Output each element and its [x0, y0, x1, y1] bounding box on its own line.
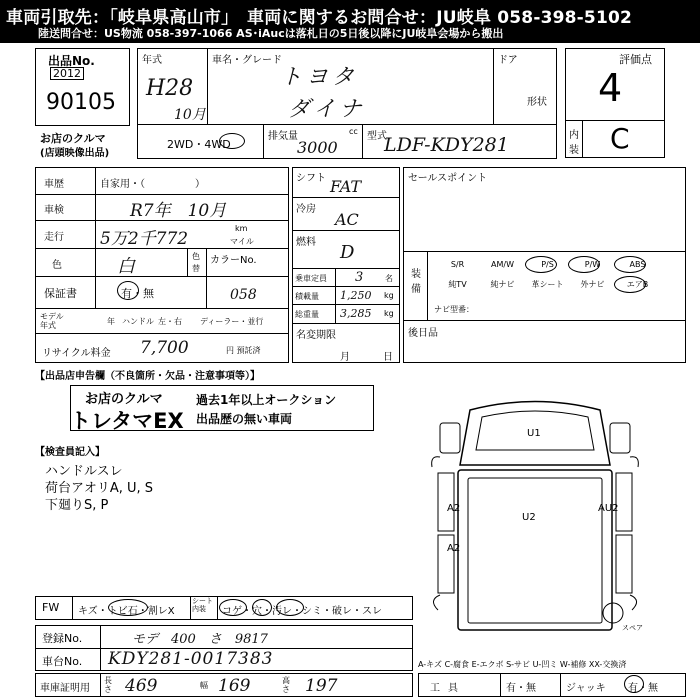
fuel-label: 燃料	[296, 237, 316, 248]
lot-year: 2012	[50, 67, 84, 80]
color-change-label-1: 色	[192, 252, 200, 261]
later-items-label: 後日品	[408, 328, 438, 339]
gross-value: 3,285	[340, 307, 372, 320]
capacity-unit: 名	[385, 274, 393, 283]
length-value: 469	[125, 676, 158, 696]
load-label: 積載量	[295, 292, 319, 301]
dealer-label: ディーラー・並行	[200, 317, 264, 326]
remark-2: 荷台アオリA, U, S	[45, 481, 154, 496]
shift-value: FAT	[330, 177, 362, 196]
header-subtitle: 陸送問合せ：US物流 058-397-1066 AS･iAucは落札日の5日後以降にJU岐阜会場から搬出	[38, 27, 504, 40]
header-title: 車両引取先：「岐阜県高山市」 車両に関するお問合せ：JU岐阜 058-398-5102	[6, 8, 633, 28]
gross-unit: kg	[384, 309, 394, 318]
jack-value: 有・無	[628, 683, 658, 694]
displacement-unit: cc	[349, 127, 358, 136]
equip-row1-item-1: AM/W	[491, 260, 514, 269]
banner-brand: トレタマEX	[70, 409, 184, 433]
damage-legend: A-キズ C-腐食 E-エクボ S-サビ U-凹ミ W-補修 XX-交換済	[418, 660, 627, 669]
displacement-label: 排気量	[268, 131, 298, 142]
month-value: 10月	[174, 107, 206, 123]
lot-label: 出品No.	[48, 54, 95, 68]
drive-circle	[219, 133, 245, 149]
warranty-circle	[117, 281, 139, 300]
equip-label-1: 装	[411, 269, 421, 280]
banner-line-2: 出品歴の無い車両	[196, 412, 293, 426]
model-year-label: 年	[107, 317, 115, 326]
history-value: 自家用・（ ）	[100, 179, 205, 190]
model-label-2: 年式	[40, 321, 56, 330]
equip-abs-circle	[614, 256, 646, 273]
warranty-value: 有・無	[121, 287, 154, 300]
equip-row2-item-0: 純TV	[448, 280, 467, 289]
fw-circle	[108, 599, 148, 616]
damage-au2: AU2	[598, 503, 619, 514]
month-label: 月	[340, 352, 350, 363]
equip-row2-item-2: 革シート	[531, 280, 564, 289]
door-label: ドア	[498, 55, 518, 66]
rating-score: 4	[598, 66, 623, 110]
aircon-label: 冷房	[296, 204, 316, 215]
interior-label-2: 装	[569, 145, 579, 156]
reg-value: モデ 400 さ 9817	[132, 632, 268, 647]
width-label: 幅	[200, 681, 208, 690]
load-value: 1,250	[340, 289, 372, 302]
equip-row2-item-4: エアB	[626, 280, 649, 289]
color-change-label-2: 替	[192, 264, 200, 273]
inspection-value: R7年 10月	[130, 201, 227, 221]
capacity-value: 3	[355, 270, 364, 285]
recycle-label: リサイクル料金	[42, 348, 111, 359]
equip-label-2: 備	[411, 284, 421, 295]
color-label: 色	[52, 260, 62, 271]
store-car-label: お店のクルマ	[40, 132, 106, 145]
banner-store: お店のクルマ	[85, 392, 163, 407]
fuel-value: D	[340, 242, 355, 263]
equip-row2-item-1: 純ナビ	[490, 280, 515, 289]
tool-value: 有・無	[506, 683, 536, 694]
navi-model-label: ナビ型番：	[434, 305, 474, 314]
aircon-value: AC	[335, 210, 359, 229]
mileage-value: 5万2千772	[100, 229, 189, 249]
rating-label: 評価点	[619, 53, 652, 66]
name-grade-label: 車名・グレード	[212, 55, 282, 66]
tool-label: 工具	[430, 683, 466, 694]
seat-circle-ana	[252, 599, 272, 616]
warranty-label: 保証書	[44, 287, 77, 300]
banner-line-1: 過去1年以上オークション	[196, 393, 337, 407]
interior-label-1: 内	[569, 130, 579, 141]
seat-circle-yogore	[276, 599, 304, 616]
equip-row1-item-4: ABS	[629, 260, 646, 269]
maker-value: トヨタ	[280, 65, 359, 90]
history-label: 車歴	[44, 179, 64, 190]
recycle-value: 7,700	[140, 338, 189, 358]
height-value: 197	[305, 676, 338, 696]
equip-pw-circle	[568, 256, 600, 273]
shape-label: 形状	[527, 97, 547, 108]
damage-a2-bottom: A2	[447, 543, 461, 554]
jack-label: ジャッキ	[566, 683, 606, 694]
damage-a2-top: A2	[447, 503, 461, 514]
cert-label: 車庫証明用	[40, 683, 90, 694]
jack-circle	[624, 675, 644, 693]
remark-1: ハンドルスレ	[45, 464, 123, 479]
color-no-value: 058	[230, 287, 257, 303]
reg-label: 登録No.	[42, 632, 83, 645]
year-value: H28	[146, 76, 194, 101]
inspection-label: 車検	[44, 205, 64, 216]
type-value: LDF-KDY281	[384, 134, 509, 156]
sales-points-label: セールスポイント	[408, 173, 488, 184]
drive-label: 2WD・4WD	[167, 138, 231, 151]
equip-ps-circle	[525, 256, 557, 273]
recycle-unit: 円 預託済	[226, 346, 261, 355]
handle-value: 左・右	[158, 317, 182, 326]
capacity-label: 乗車定員	[295, 274, 327, 283]
handle-label: ハンドル	[122, 317, 154, 326]
name-change-label: 名変期限	[296, 330, 336, 341]
chassis-label: 車台No.	[42, 655, 83, 668]
length-label: 長さ	[104, 676, 112, 694]
day-label: 日	[383, 352, 393, 363]
store-car-sub: (店頭映像出品)	[40, 148, 110, 159]
remark-3: 下廻りS, P	[45, 498, 109, 513]
seat-circle-koge	[219, 599, 247, 616]
color-value: 白	[117, 256, 135, 277]
mileage-unit-km: km	[235, 224, 248, 233]
year-label: 年式	[142, 55, 162, 66]
mileage-unit-mile: マイル	[230, 237, 254, 246]
width-value: 169	[218, 676, 251, 696]
fw-label: FW	[42, 601, 60, 614]
load-unit: kg	[384, 291, 394, 300]
gross-label: 総重量	[295, 310, 319, 319]
displacement-value: 3000	[297, 138, 338, 157]
seat-label: シート内装	[192, 597, 213, 613]
color-no-label: カラーNo.	[210, 255, 257, 266]
shift-label: シフト	[296, 173, 326, 184]
equip-row1-item-3: P/W	[584, 260, 601, 269]
spare-label: スペア	[622, 624, 643, 632]
fw-value: キズ・トビ石・割レX	[78, 606, 175, 617]
chassis-value: KDY281-0017383	[108, 649, 274, 669]
interior-score: C	[610, 122, 630, 155]
equip-row1-item-2: P/S	[541, 260, 554, 269]
inspector-label: 【検査員記入】	[35, 447, 105, 458]
height-label: 高さ	[282, 676, 290, 694]
damage-u1: U1	[527, 428, 541, 439]
type-label: 型式	[367, 131, 387, 142]
equip-row1-item-0: S/R	[450, 260, 465, 269]
mileage-label: 走行	[44, 232, 64, 243]
lot-number: 90105	[46, 90, 116, 115]
damage-u2: U2	[522, 512, 536, 523]
store-notes-label: 【出品店申告欄（不良箇所・欠品・注意事項等）】	[35, 371, 260, 382]
header-bar	[0, 0, 700, 43]
equip-row2-item-3: 外ナビ	[580, 280, 605, 289]
seat-value: コゲ・穴・汚レ・シミ・破レ・スレ	[222, 606, 382, 617]
model-value: ダイナ	[288, 97, 366, 122]
model-label-1: モデル	[40, 312, 64, 321]
equip-airbag-circle	[614, 276, 646, 293]
